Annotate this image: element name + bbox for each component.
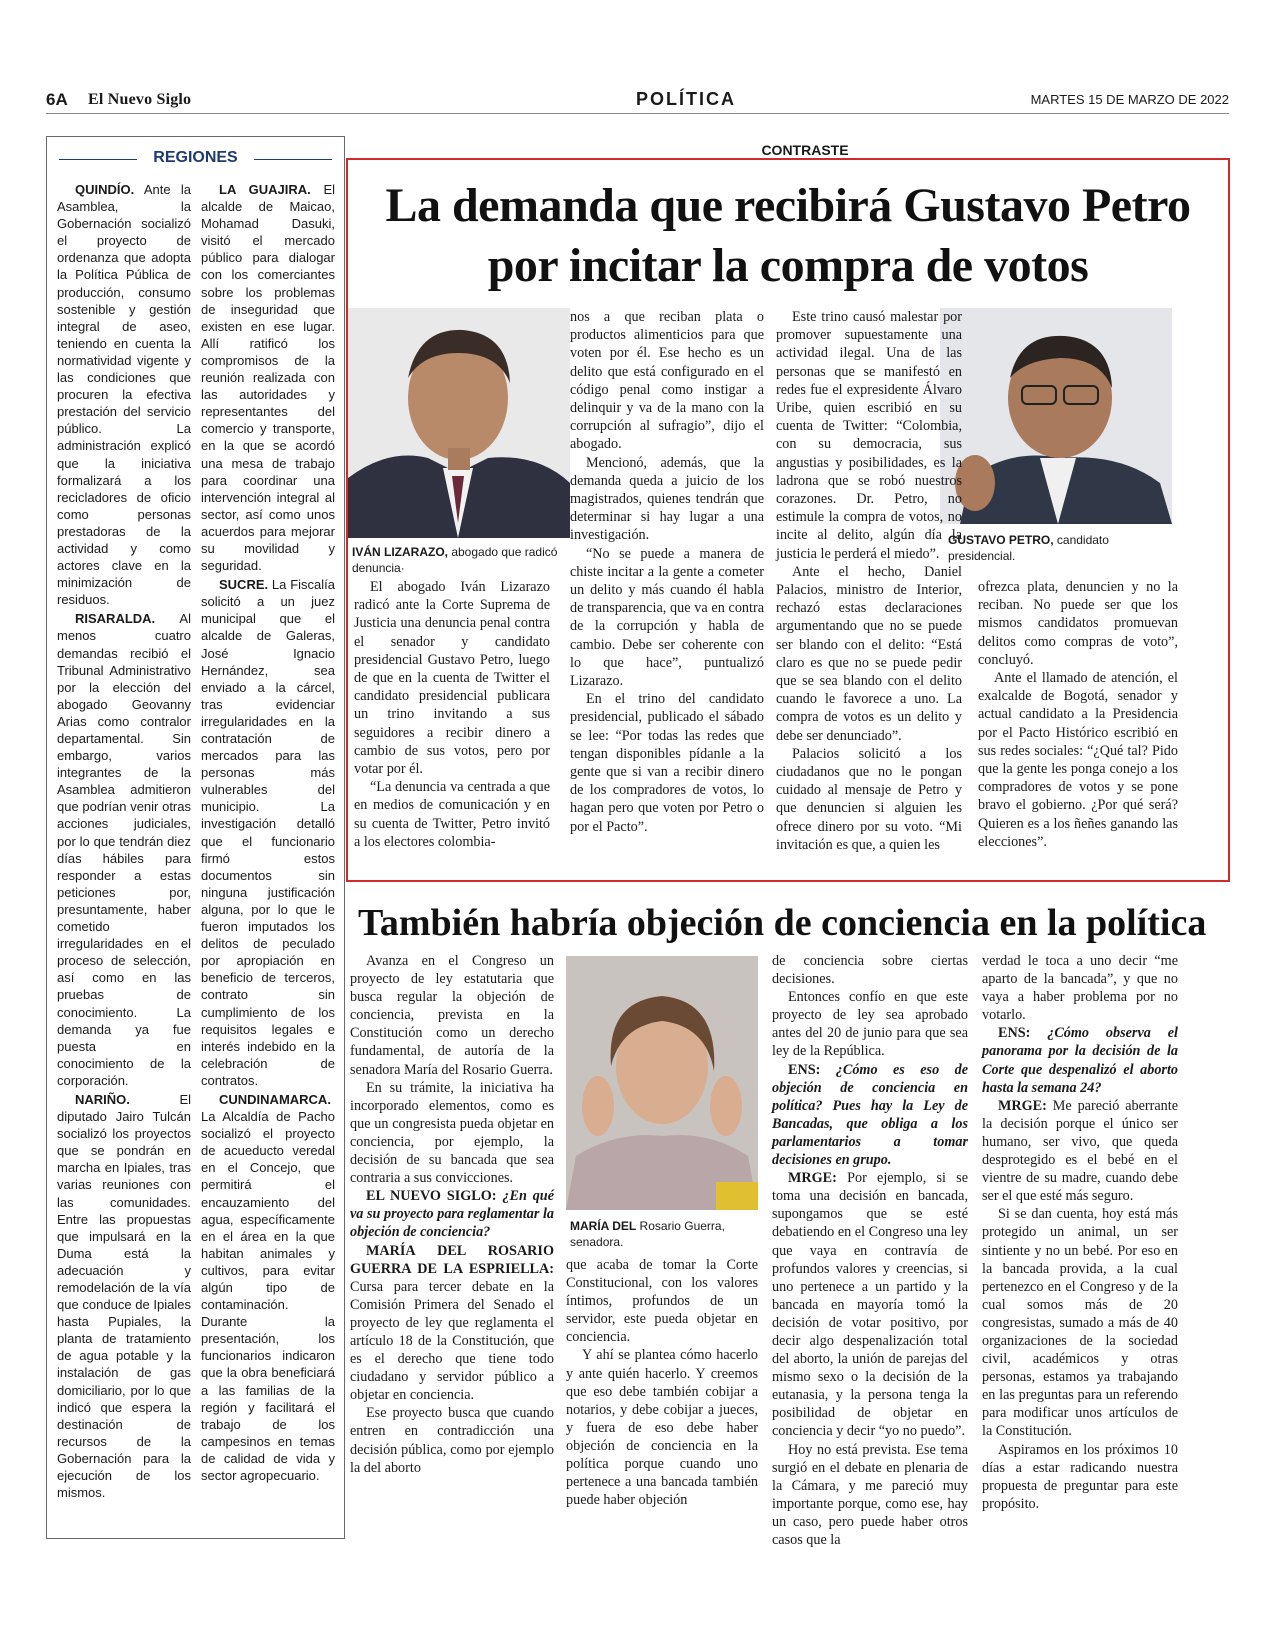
photo-ivan-lizarazo — [348, 308, 570, 538]
portrait-woman-icon — [566, 956, 758, 1210]
second-column-1: Avanza en el Congreso un proyecto de ley estatutaria que busca regular la objeción de conciencia, prevista en la Constitución como un derecho fundamental, de autoría de la senadora María del Rosario Guerra. En su trámite, la iniciativa ha incorporado elementos, como es que un congresista pueda objetar en conciencia, por ejemplo, la decisión de su bancada que sea contraria a sus convicciones. EL NUEVO SIGLO: ¿En qué va su proyecto para reglamentar la objeción de conciencia? MARÍA DEL ROSARIO GUERRA DE LA ESPRIELLA: Cursa para tercer debate en la Comisión Primera del Senado el proyecto de ley que reglamenta el artículo 18 de la Constitución, que es el derecho que tiene todo ciudadano y servidor público a objetar en conciencia. Ese proyecto busca que cuando entren en contradicción una decisión pública, como por ejemplo la del aborto — [350, 953, 554, 1476]
newspaper-name: El Nuevo Siglo — [88, 91, 192, 108]
portrait-man-icon — [348, 308, 570, 538]
second-headline: También habría objeción de conciencia en la política — [358, 902, 1207, 944]
regiones-title: REGIONES — [47, 149, 344, 167]
featured-headline: La demanda que recibirá Gustavo Petro por incitar la compra de votos — [385, 179, 1191, 292]
region-item: SUCRE. La Fiscalía solicitó a un juez municipal que el alcalde de Galeras, José Ignacio Hernández, sea enviado a la cárcel, tras evidenciar irregularidades en la contratación de mercados para las personas más vulnerables del municipio. La investigación detalló que el funcionario firmó estos documentos sin ninguna justificación alguna, por lo que le fueron imputados los delitos de peculado por apropiación en beneficio de terceros, contrato sin cumplimiento de los requisitos legales e interés indebido en la celebración de contratos. — [201, 577, 335, 1088]
regiones-column-1 — [57, 181, 191, 1503]
caption-ivan-lizarazo: IVÁN LIZARAZO, abogado que radicó denuncia· — [352, 545, 558, 575]
issue-date: MARTES 15 DE MARZO DE 2022 — [1030, 92, 1229, 107]
caption-gustavo-petro: GUSTAVO PETRO, candidato presidencial. — [948, 533, 1109, 563]
feature-column-1: El abogado Iván Lizarazo radicó ante la Corte Suprema de Justicia una denuncia penal contra el senador y candidato presidencial Gustavo Petro, luego de que en la cuenta de Twitter el candidato presidencial publicara un trino invitando a sus seguidores a recibir dinero a cambio de sus votos, pero por votar por él. “La denuncia va centrada a que en medios de comunicación y en su cuenta de Twitter, Petro invitó a los electores colombia- — [354, 579, 550, 850]
page-header — [46, 88, 1229, 114]
photo-maria-del-rosario-guerra — [566, 956, 758, 1210]
kicker-label: CONTRASTE — [761, 142, 849, 158]
region-item: RISARALDA. Al menos cuatro demandas recibió el Tribunal Administrativo por la elección del abogado Geovanny Arias como contralor departamental. Sin embargo, varios integrantes de la Asamblea admitieron que podrían venir otras acciones judiciales, por lo que tendrán diez días hábiles para responder a estas peticiones por, presuntamente, haber cometido irregularidades en el proceso de selección, así como en las pruebas de conocimiento. La demanda ya fue puesta en conocimiento de la corporación. — [57, 611, 191, 1088]
region-item: QUINDÍO. Ante la Asamblea, la Gobernación socializó el proyecto de ordenanza que adopta la Política Pública de producción, consumo sostenible y gestión integral de aseo, teniendo en cuenta la normatividad vigente y las condiciones que procuren la efectiva prestación del servicio público. La administración explicó que la iniciativa formalizará a los recicladores de oficio como personas prestadoras de la actividad y como actores clave en la minimización de residuos. — [57, 182, 191, 608]
feature-column-4: ofrezca plata, denuncien y no la reciban. No puede ser que los mismos candidatos promuevan delitos como compras de voto”, concluyó. Ante el llamado de atención, el exalcalde de Bogotá, senador y actual candidato a la Presidencia por el Pacto Histórico escribió en sus redes sociales: “¿Qué tal? Pido que la gente les ponga conejo a los compradores de votos y se pone bravo el gobierno. ¿Por qué será? Quieren es a los ñeñes ganando las elecciones”. — [978, 579, 1178, 850]
regiones-column-2 — [201, 181, 335, 1486]
second-column-2: que acaba de tomar la Corte Constitucional, con los valores íntimos, profundos de un servidor, este pueda objetar en conciencia. Y ahí se plantea cómo hacerlo y ante quién hacerlo. Y creemos que eso debe también cobijar a notarios, y debe cobijar a jueces, y fuera de eso debe haber objeción de conciencia en la política porque cuando uno pertenece a una bancada también puede haber objeción — [566, 1257, 758, 1509]
second-column-4: verdad le toca a uno decir “me aparto de la bancada”, y que no vaya a haber problema por no votarlo. ENS: ¿Cómo observa el panorama por la decisión de la Corte que despenalizó el aborto hasta la semana 24? MRGE: Me pareció aberrante la decisión porque el único ser humano, ser vivo, que queda desprotegido es el bebé en el vientre de su madre, cuando debe ser el que esté más seguro. Si se dan cuenta, hoy está más protegido un animal, un ser sintiente y no un bebé. Por eso en la bancada provida, a la cual pertenezco en el Congreso y de la cual somos más de 20 congresistas, sumado a más de 40 organizaciones de la sociedad civil, académicos y otras personas, estamos ya trabajando en las preguntas para un referendo para modificar unos artículos de la Constitución. Aspiramos en los próximos 10 días a estar radicando nuestra propuesta de preguntar para este propósito. — [982, 953, 1178, 1512]
portrait-man-icon — [940, 308, 1172, 524]
feature-column-2: nos a que reciban plata o productos alimenticios para que voten por él. Ese hecho es un delito que está configurado en el código penal como instigar a delinquir y va de la mano con la corrupción al sufragio”, dijo el abogado. Mencionó, además, que la demanda queda a juicio de los magistrados, quienes tendrán que determinar si hay lugar a una investigación. “No se puede a manera de chiste incitar a la gente a cometer un delito y más cuando él habla de transparencia, que va en contra de la corrupción y habla de cambio. Debe ser coherente con lo que hace”, puntualizó Lizarazo. En el trino del candidato presidencial, publicado el sábado se lee: “Por todas las redes que tengan disponibles pídanle a la gente que si van a recibir dinero de los compradores de votos, lo hagan pero que voten por Petro o por el Pacto”. — [570, 309, 764, 835]
second-column-3: de conciencia sobre ciertas decisiones. Entonces confío en que este proyecto de ley sea aprobado antes del 20 de junio para que sea ley de la República. ENS: ¿Cómo es eso de objeción de conciencia en política? Pues hay la Ley de Bancadas, que obliga a los parlamentarios a tomar decisiones en grupo. MRGE: Por ejemplo, si se toma una decisión en bancada, supongamos que se esté debatiendo en el Congreso una ley que vaya en contravía de profundos valores y creencias, si uno pertenece a un partido y la bancada en mayoría tomó la decisión de votar positivo, por decir algo despenalización total del aborto, la unión de parejas del mismo sexo o la decisión de la eutanasia, y la persona tenga la posibilidad de objetar en conciencia y decir “yo no puedo”. Hoy no está prevista. Ese tema surgió en el debate en plenaria de la Cámara, y me pareció muy importante porque, como ese, hay un caso, pero puede haber otros casos que la — [772, 953, 968, 1548]
caption-maria-del-rosario-guerra: MARÍA DEL Rosario Guerra, senadora. — [570, 1219, 725, 1249]
photo-gustavo-petro — [940, 308, 1172, 524]
featured-article — [346, 158, 1230, 882]
feature-column-3: Este trino causó malestar por promover supuestamente una actividad ilegal. Una de las personas que se manifestó en redes fue el expresidente Álvaro Uribe, quien escribió en su cuenta de Twitter: “Colombia, con su democracia, sus angustias y posibilidades, es la ladrona que se robó nuestros corazones. Dr. Petro, no estimule la compra de votos, no incite al delito, algún día la justicia le perderá el miedo”. Ante el hecho, Daniel Palacios, ministro de Interior, rechazó estas declaraciones argumentando que no se puede ser blando con el delito: “Está claro es que no se puede pedir que se sea blando con el delito cuando le favorece a uno. La compra de votos es un delito y debe ser denunciado”. Palacios solicitó a los ciudadanos que no le pongan cuidado al mensaje de Petro y que denuncien si alguien les ofrece dinero por su voto. “Mi invitación es que, a quien les — [776, 309, 962, 853]
page-number: 6A — [46, 90, 68, 109]
region-item: NARIÑO. El diputado Jairo Tulcán socializó los proyectos que se pondrán en marcha en Ipiales, tras varias reuniones con las comunidades. Entre las propuestas que impulsará en la Duma está la adecuación y remodelación de la vía que conduce de Ipiales hasta Pupiales, la planta de tratamiento de agua potable y la instalación de gas domiciliario, por lo que indicó que espera la destinación de recursos de la Gobernación para la ejecución de los mismos. — [57, 1091, 191, 1501]
section-name: POLÍTICA — [636, 89, 736, 109]
region-item: LA GUAJIRA. El alcalde de Maicao, Mohamad Dasuki, visitó el mercado público para dialogar con los comerciantes sobre los problemas de inseguridad que existen en ese lugar. Allí ratificó los compromisos de la reunión realizada con las autoridades y representantes del comercio y transporte, en la que se acordó una mesa de trabajo para coordinar una intervención integral al sector, así como unos acuerdos para mejorar su movilidad y seguridad. — [201, 182, 335, 574]
regiones-box — [46, 136, 345, 1539]
region-item: CUNDINAMARCA. La Alcaldía de Pacho socializó el proyecto de acueducto veredal en el Concejo, que permitirá el encauzamiento del agua, específicamente en el área en la que habitan animales y cultivos, para evitar algún tipo de contaminación. Durante la presentación, los funcionarios indicaron que la obra beneficiará a las familias de la región y facilitará el trabajo de los campesinos en temas de calidad de vida y sector agropecuario. — [201, 1091, 335, 1484]
